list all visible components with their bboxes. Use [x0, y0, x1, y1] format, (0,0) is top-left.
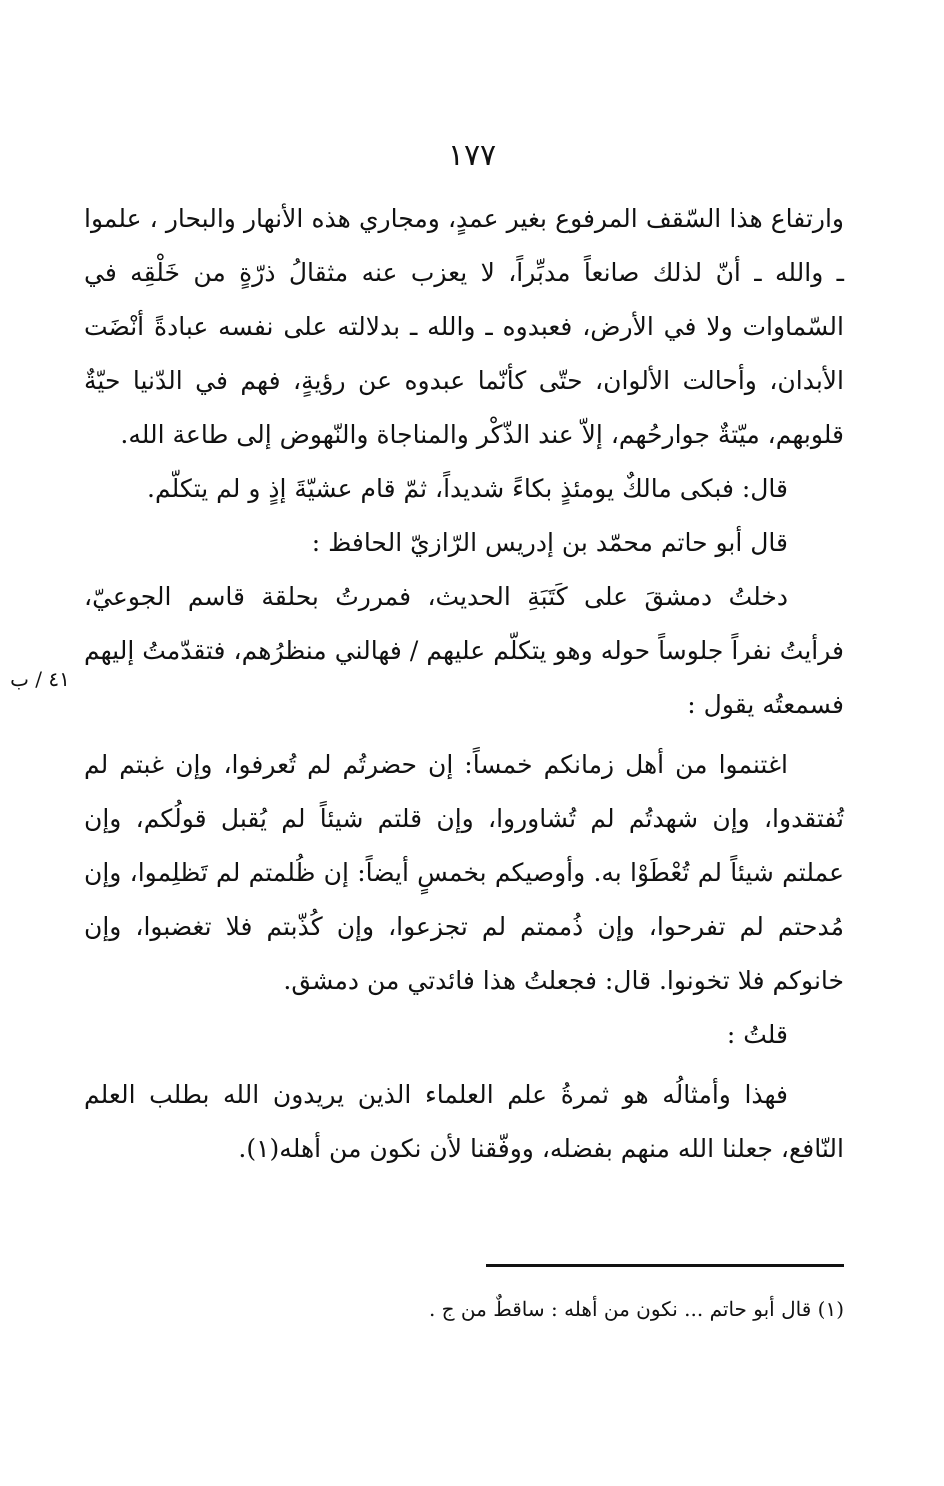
paragraph-five-advices: اغتنموا من أهل زمانكم خمساً: إن حضرتُم لم تُعرفوا، وإن غبتم لم تُفتقدوا، وإن شهدتُم لم تُشاوروا، وإن قلتم شيئاً لم يُقبل قولُكم، وإن عملتم شيئاً لم تُعْطَوْا به. وأوصيكم بخمسٍ أيضاً: إن ظُلمتم لم تَظلِموا، وإن مُدحتم لم تفرحوا، وإن ذُممتم لم تجزعوا، وإن كُذّبتم فلا تغضبوا، وإن خانوكم فلا تخونوا. قال: فجعلتُ هذا فائدتي من دمشق.: [84, 750, 844, 995]
paragraph-qultu: قلتُ :: [726, 1020, 788, 1049]
paragraph-damascus-visit: دخلتُ دمشقَ على كَتَبَةِ الحديث، فمررتُ بحلقة قاسم الجوعيّ، فرأيتُ نفراً جلوساً حوله وهو يتكلّم عليهم / فهالني منظرُهم، فتقدّمتُ إليهم فسمعتُه يقول :: [84, 582, 844, 719]
paragraph-abu-hatim-intro: قال أبو حاتم محمّد بن إدريس الرّازيّ الحافظ :: [311, 528, 788, 557]
paragraph-malik-wept: قال: فبكى مالكٌ يومئذٍ بكاءً شديداً، ثمّ قام عشيّةَ إذٍ و لم يتكلّم.: [147, 474, 788, 503]
main-text: [84, 192, 844, 1176]
paragraph-conclusion: فهذا وأمثالُه هو ثمرةُ علم العلماء الذين يريدون الله بطلب العلم النّافع، جعلنا الله منهم بفضله، ووفّقنا لأن نكون من أهله(١).: [84, 1080, 844, 1163]
paragraph-continuation: وارتفاع هذا السّقف المرفوع بغير عمدٍ، ومجاري هذه الأنهار والبحار ، علموا ـ والله ـ أنّ لذلك صانعاً مدبِّراً، لا يعزب عنه مثقالُ ذرّةٍ من خَلْقِه في السّماوات ولا في الأرض، فعبدوه ـ والله ـ بدلالته على نفسه عبادةً أنْضَت الأبدان، وأحالت الألوان، حتّى كأنّما عبدوه عن رؤيةٍ، فهم في الدّنيا حيّةٌ قلوبهم، ميّتةٌ جوارحُهم، إلاّ عند الذّكْر والمناجاة والنّهوض إلى طاعة الله.: [84, 204, 844, 449]
footnote-divider: [486, 1264, 844, 1267]
page-number: ١٧٧: [447, 138, 497, 173]
manuscript-folio-marker: ٤١ / ب: [10, 667, 70, 691]
footnote: (١) قال أبو حاتم ... نكون من أهله : ساقطٌ من ج .: [428, 1297, 844, 1321]
